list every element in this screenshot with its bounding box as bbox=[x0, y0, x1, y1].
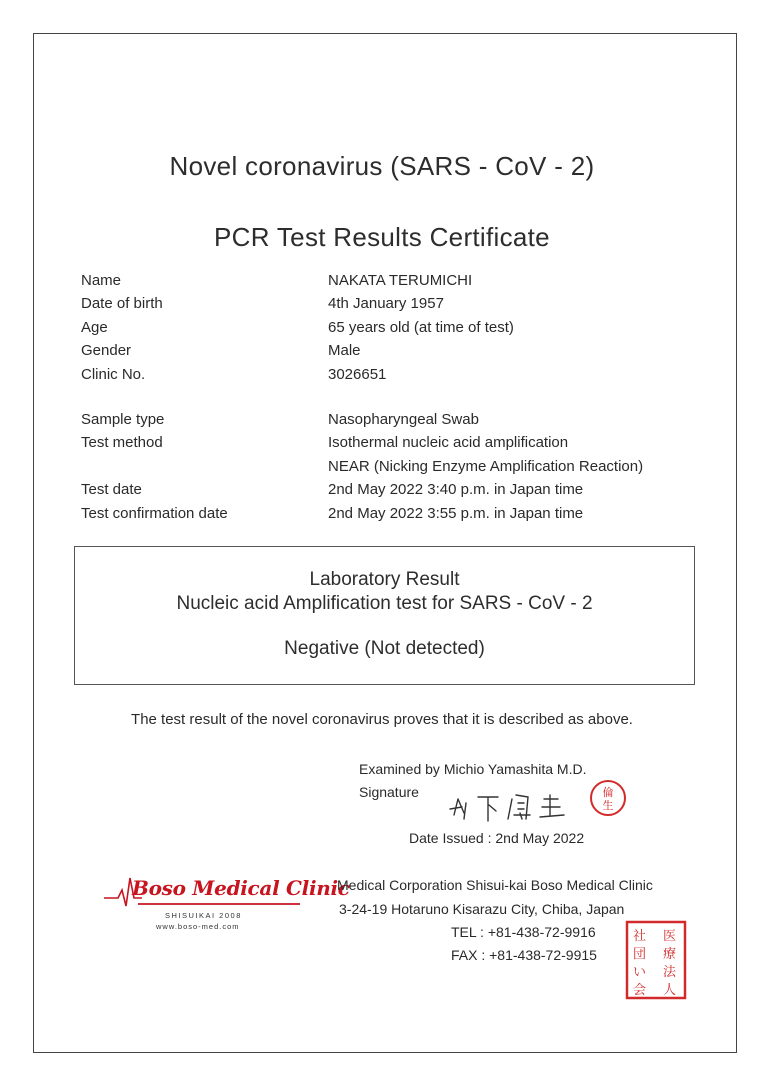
age-value: 65 years old (at time of test) bbox=[328, 319, 514, 336]
test-date-value: 2nd May 2022 3:40 p.m. in Japan time bbox=[328, 481, 584, 498]
confirmation-date-label: Test confirmation date bbox=[81, 505, 228, 522]
test-method-label: Test method bbox=[81, 434, 163, 451]
date-issued: Date Issued : 2nd May 2022 bbox=[409, 830, 585, 846]
svg-text:人: 人 bbox=[663, 983, 677, 998]
result-outcome: Negative (Not detected) bbox=[284, 638, 485, 659]
result-heading: Laboratory Result bbox=[309, 569, 460, 590]
svg-text:生: 生 bbox=[602, 799, 614, 812]
logo-subtitle: SHISUIKAI 2008 bbox=[165, 911, 242, 920]
svg-text:療: 療 bbox=[663, 947, 677, 962]
gender-label: Gender bbox=[81, 342, 132, 359]
svg-text:団: 団 bbox=[633, 947, 647, 962]
handwritten-signature bbox=[440, 785, 580, 825]
name-value: NAKATA TERUMICHI bbox=[328, 272, 473, 289]
sample-type-value: Nasopharyngeal Swab bbox=[328, 411, 479, 428]
dob-value: 4th January 1957 bbox=[328, 295, 444, 312]
examined-by: Examined by Michio Yamashita M.D. bbox=[359, 761, 587, 777]
svg-text:社: 社 bbox=[633, 929, 647, 944]
clinic-corporation: Medical Corporation Shisui-kai Boso Medical Clinic bbox=[337, 877, 653, 893]
clinic-no-label: Clinic No. bbox=[81, 366, 146, 383]
signature-label: Signature bbox=[359, 784, 419, 800]
gender-value: Male bbox=[328, 342, 361, 359]
name-label: Name bbox=[81, 272, 122, 289]
result-subheading: Nucleic acid Amplification test for SARS - CoV - 2 bbox=[176, 593, 593, 614]
clinic-logo bbox=[104, 872, 350, 942]
logo-name: Boso Medical Clinic bbox=[132, 876, 350, 900]
test-method-detail: NEAR (Nicking Enzyme Amplification Reaction) bbox=[328, 458, 644, 475]
age-label: Age bbox=[81, 319, 108, 336]
certification-statement: The test result of the novel coronavirus proves that it is described as above. bbox=[131, 711, 633, 728]
logo-url: www.boso-med.com bbox=[156, 922, 240, 931]
test-date-label: Test date bbox=[81, 481, 142, 498]
laboratory-result-box bbox=[74, 546, 695, 685]
clinic-no-value: 3026651 bbox=[328, 366, 387, 383]
svg-text:倫: 倫 bbox=[602, 786, 614, 799]
certificate-title: Novel coronavirus (SARS - CoV - 2) bbox=[169, 151, 595, 181]
confirmation-date-value: 2nd May 2022 3:55 p.m. in Japan time bbox=[328, 505, 584, 522]
svg-text:医: 医 bbox=[663, 929, 677, 944]
svg-text:法: 法 bbox=[663, 965, 677, 980]
clinic-tel: TEL : +81-438-72-9916 bbox=[451, 924, 596, 940]
doctor-seal-icon bbox=[588, 778, 628, 818]
clinic-address: 3-24-19 Hotaruno Kisarazu City, Chiba, Japan bbox=[339, 901, 625, 917]
clinic-seal-icon bbox=[625, 920, 687, 1000]
svg-text:い: い bbox=[633, 965, 647, 980]
certificate-subtitle: PCR Test Results Certificate bbox=[214, 222, 550, 252]
dob-label: Date of birth bbox=[81, 295, 163, 312]
svg-text:会: 会 bbox=[633, 983, 647, 998]
sample-type-label: Sample type bbox=[81, 411, 165, 428]
clinic-fax: FAX : +81-438-72-9915 bbox=[451, 947, 597, 963]
test-method-value: Isothermal nucleic acid amplification bbox=[328, 434, 569, 451]
